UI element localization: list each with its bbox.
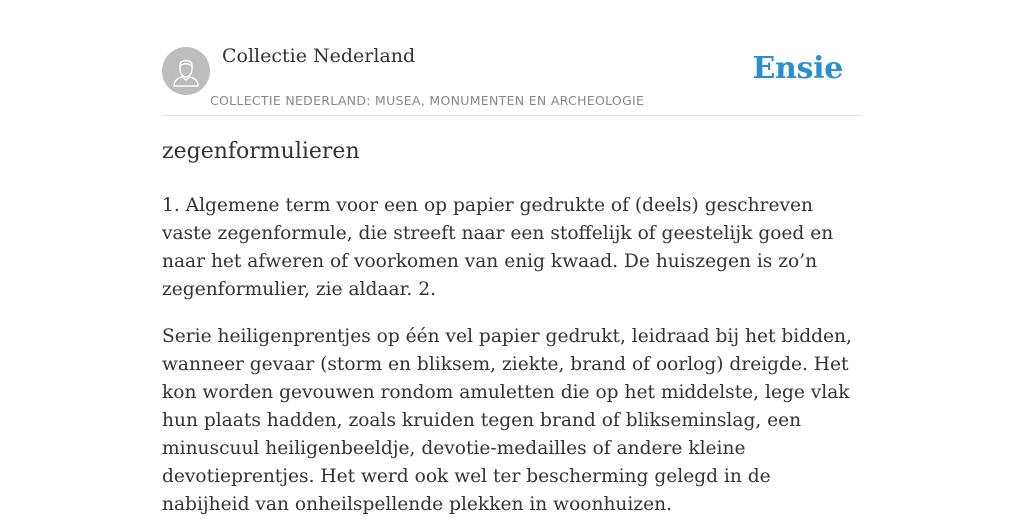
ensie-logo[interactable]: Ensie <box>752 51 843 86</box>
definition-paragraph-1: 1. Algemene term voor een op papier gedrukte of (deels) geschreven vaste zegenformule, die streeft naar een stoffelijk of geestelijk goed en naar het afweren of voorkomen van enig kwaad. De huiszegen is zo’n zegenformulier, zie aldaar. 2. <box>162 195 834 300</box>
entry-header <box>162 0 862 116</box>
entry-term: zegenformulieren <box>162 139 360 164</box>
entry-card <box>162 0 862 515</box>
definition-paragraph-2: Serie heiligenprentjes op één vel papier gedrukt, leidraad bij het bidden, wanneer gevaar (storm en bliksem, ziekte, brand of oorlog) dreigde. Het kon worden gevouwen rondom amuletten die op het middelste, lege vlak hun plaats hadden, zoals kruiden tegen brand of blikseminslag, een minuscuul heiligenbeeldje, devotie-medailles of andere kleine devotieprentjes. Het werd ook wel ter bescherming gelegd in de nabijheid van onheilspellende plekken in woonhuizen. <box>162 326 852 515</box>
source-label[interactable]: COLLECTIE NEDERLAND: MUSEA, MONUMENTEN EN ARCHEOLOGIE <box>210 93 645 108</box>
author-name[interactable]: Collectie Nederland <box>222 45 416 67</box>
user-avatar-icon[interactable] <box>162 47 210 95</box>
